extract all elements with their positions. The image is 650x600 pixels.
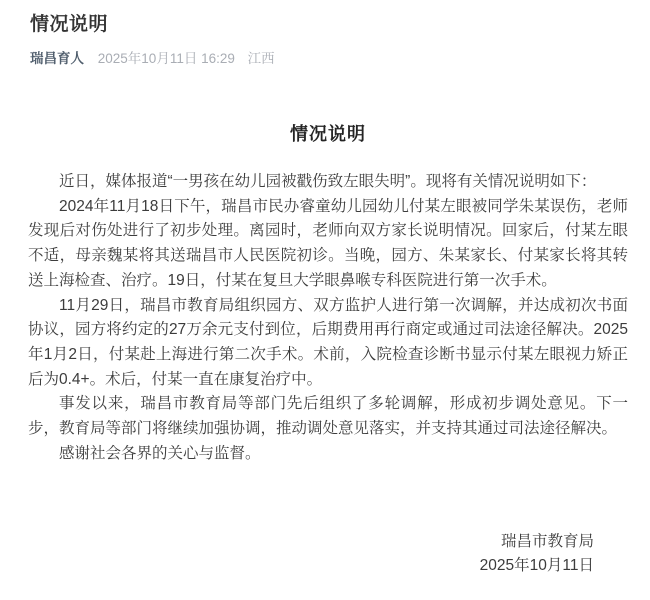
- statement-paragraph-intro: 近日，媒体报道“一男孩在幼儿园被戳伤致左眼失明”。现将有关情况说明如下：: [59, 173, 597, 190]
- signature-org: 瑞昌市教育局: [500, 533, 594, 551]
- statement-paragraph-followup: 事发以来，瑞昌市教育局等部门先后组织了多轮调解，形成初步调处意见。下一步，教育局等部门将继续加强协调，推动调处意见落实，并支持其通过司法途径解决。: [28, 395, 628, 438]
- signature-block: [28, 530, 628, 578]
- statement-paragraph-incident: 2024年11月18日下午，瑞昌市民办睿童幼儿园幼儿付某左眼被同学朱某误伤，老师发现后对伤处进行了初步处理。离园时，老师向双方家长说明情况。回家后，付某左眼不适，母亲魏某将其送瑞昌市人民医院初诊。当晚，园方、朱某家长、付某家长将其转送上海检查、治疗。19日，付某在复旦大学眼鼻喉专科医院进行第一次手术。: [28, 197, 628, 289]
- statement-paragraph-thanks: 感谢社会各界的关心与监督。: [59, 444, 261, 462]
- publish-timestamp: 2025年10月11日 16:29: [97, 51, 235, 66]
- statement-paragraph-mediation: 11月29日，瑞昌市教育局组织园方、双方监护人进行第一次调解，并达成初次书面协议，园方将约定的27万余元支付到位，后期费用再行商定或通过司法途径解决。2025年1月2日，付某赴上海进行第二次手术。术前，入院检查诊断书显示付某左眼视力矫正后为0.4+。术后，付某一直在康复治疗中。: [28, 296, 628, 388]
- page-title: 情况说明: [30, 14, 109, 35]
- post-meta: [30, 50, 620, 68]
- signature-date: 2025年10月11日: [479, 557, 594, 575]
- article-header: [0, 0, 650, 68]
- publish-location: 江西: [247, 51, 275, 66]
- statement-body: [28, 170, 628, 466]
- statement-document-image[interactable]: [0, 122, 650, 578]
- author-link[interactable]: 瑞昌育人: [30, 51, 84, 66]
- statement-title: 情况说明: [290, 124, 366, 144]
